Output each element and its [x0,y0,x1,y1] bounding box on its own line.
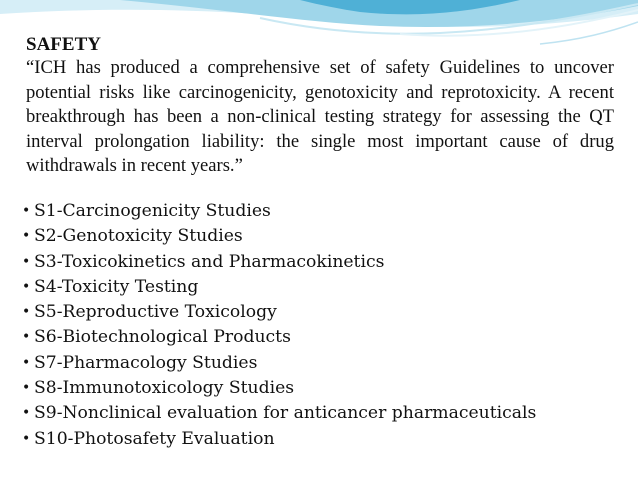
bullet-icon: • [22,354,31,371]
bullet-icon: • [22,228,31,245]
guideline-item [22,275,536,300]
bullet-icon: • [22,329,31,346]
guideline-item-label: S6-Biotechnological Products [34,327,291,348]
bullet-icon: • [22,380,31,397]
guideline-item-label: S5-Reproductive Toxicology [34,302,277,323]
guideline-item-label: S4-Toxicity Testing [34,276,199,297]
guideline-item-label: S10-Photosafety Evaluation [34,428,275,449]
guideline-item [22,351,536,376]
guideline-list [22,199,536,452]
guideline-item-label: S3-Toxicokinetics and Pharmacokinetics [34,251,385,272]
guideline-item [22,224,536,249]
slide-heading: SAFETY [26,34,101,55]
bullet-icon: • [22,405,31,422]
guideline-item [22,427,536,452]
bullet-icon: • [22,203,31,219]
guideline-item-label: S8-Immunotoxicology Studies [34,378,295,399]
guideline-item [22,401,536,426]
ich-quote: “ICH has produced a comprehensive set of safety Guidelines to uncover potential risks like carcinogenicity, genotoxicity and reprotoxicity. A recent breakthrough has been a non-clinical testing strategy for assessing the QT interval prolongation liability: the single most important cause of drug withdrawals in recent years.” [26,57,614,177]
guideline-item [22,300,536,325]
guideline-item [22,376,536,401]
guideline-item-label: S1-Carcinogenicity Studies [34,201,271,221]
bullet-icon: • [22,253,31,270]
bullet-icon: • [22,430,31,447]
text-block [26,34,614,179]
guideline-item-label: S2-Genotoxicity Studies [34,226,243,247]
bullet-icon: • [22,304,31,321]
guideline-item [22,325,536,350]
guideline-item [22,250,536,275]
guideline-item-label: S9-Nonclinical evaluation for anticancer pharmaceuticals [34,403,537,424]
guideline-item-label: S7-Pharmacology Studies [34,352,258,373]
bullet-icon: • [22,278,31,295]
guideline-item [22,199,536,224]
